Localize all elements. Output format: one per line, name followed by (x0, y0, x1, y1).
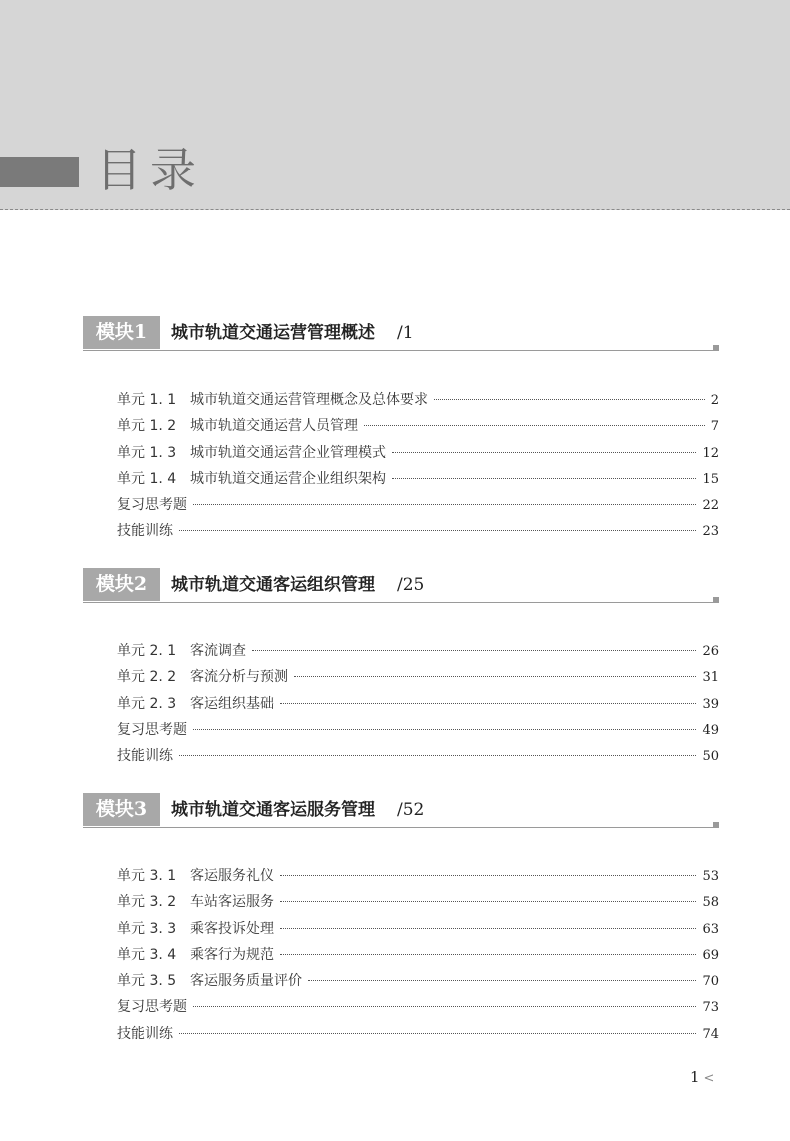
toc-entry[interactable] (117, 518, 719, 544)
dot-leader (364, 425, 705, 426)
dot-leader (179, 755, 696, 756)
module-tag: 模块3 (83, 793, 160, 826)
toc-entry-number: 单元 1. 3 (117, 444, 177, 461)
module-title-text: 城市轨道交通客运服务管理 (171, 800, 375, 820)
toc-entry[interactable] (117, 440, 719, 466)
header-accent-bar (0, 157, 79, 187)
toc-entry-page: 31 (702, 670, 719, 686)
toc-entry-page: 2 (710, 393, 719, 408)
page-title: 目录 (96, 143, 204, 197)
toc-entry-title: 城市轨道交通运营人员管理 (190, 418, 358, 435)
module-rule-square (713, 345, 719, 351)
dot-leader (392, 478, 696, 479)
toc-entry-number: 单元 2. 1 (117, 643, 177, 659)
dot-leader (434, 399, 705, 400)
toc-entry-title: 技能训练 (117, 748, 173, 765)
dot-leader (392, 452, 696, 453)
dot-leader (280, 928, 696, 929)
toc-entry-page: 23 (702, 524, 719, 540)
toc-entry[interactable] (117, 691, 719, 717)
toc-entry[interactable] (117, 492, 719, 518)
toc-entry[interactable] (117, 863, 719, 889)
toc-entry-title: 城市轨道交通运营管理概念及总体要求 (190, 392, 428, 408)
toc-entry[interactable] (117, 994, 719, 1020)
toc-entry-number: 单元 3. 2 (117, 894, 177, 911)
toc-entry-page: 50 (702, 749, 719, 765)
toc-entry[interactable] (117, 1021, 719, 1047)
toc-entry[interactable] (117, 466, 719, 492)
toc-entry-page: 26 (702, 644, 719, 659)
dot-leader (280, 875, 696, 876)
toc-entry-title: 客运服务质量评价 (190, 973, 302, 990)
toc-entry-page: 7 (710, 419, 719, 435)
module-rule (83, 602, 719, 603)
dot-leader (193, 1006, 696, 1007)
toc-entry-page: 22 (702, 498, 719, 514)
module-title-text: 城市轨道交通运营管理概述 (171, 323, 375, 343)
page-folio (690, 1067, 714, 1087)
toc-entry-page: 49 (702, 722, 719, 738)
module-heading-3[interactable] (83, 793, 719, 827)
toc-entry-number: 单元 1. 4 (117, 470, 177, 487)
toc-entry-page: 69 (702, 947, 719, 963)
toc-entry[interactable] (117, 889, 719, 915)
toc-entry-title: 乘客投诉处理 (190, 920, 274, 937)
toc-entry-title: 车站客运服务 (190, 894, 274, 911)
toc-entry-page: 74 (702, 1026, 719, 1042)
toc-entry-number: 单元 2. 3 (117, 695, 177, 712)
toc-entry[interactable] (117, 743, 719, 769)
toc-entry-page: 70 (702, 974, 719, 990)
module-rule (83, 827, 719, 828)
toc-entry-page: 73 (702, 1000, 719, 1016)
toc-list-module-2 (117, 638, 719, 769)
toc-entry-title: 城市轨道交通运营企业管理模式 (190, 444, 386, 461)
toc-entry-number: 单元 3. 5 (117, 973, 177, 990)
toc-entry-title: 乘客行为规范 (190, 946, 274, 963)
dot-leader (252, 650, 696, 651)
toc-entry-page: 53 (702, 869, 719, 884)
toc-entry[interactable] (117, 717, 719, 743)
toc-entry-number: 单元 2. 2 (117, 669, 177, 686)
module-tag: 模块1 (83, 316, 160, 349)
toc-entry-title: 客流调查 (190, 643, 246, 659)
toc-entry-title: 复习思考题 (117, 999, 187, 1016)
toc-entry-title: 复习思考题 (117, 497, 187, 514)
dot-leader (193, 729, 696, 730)
module-heading-2[interactable] (83, 568, 719, 602)
module-rule-square (713, 822, 719, 828)
module-title-text: 城市轨道交通客运组织管理 (171, 575, 375, 595)
header-dashed-divider (0, 209, 790, 210)
toc-entry-number: 单元 1. 1 (117, 392, 177, 408)
toc-entry-number: 单元 3. 3 (117, 920, 177, 937)
toc-entry-page: 63 (702, 921, 719, 937)
module-page-number: /25 (397, 575, 425, 595)
toc-entry-title: 客流分析与预测 (190, 669, 288, 686)
toc-entry-page: 39 (702, 696, 719, 712)
toc-entry-number: 单元 3. 4 (117, 946, 177, 963)
module-title (171, 570, 424, 601)
toc-entry-title: 复习思考题 (117, 721, 187, 738)
dot-leader (193, 504, 696, 505)
page-number: 1 (690, 1068, 700, 1086)
toc-list-module-3 (117, 863, 719, 1047)
module-title (171, 795, 424, 826)
chevron-left-icon: < (703, 1071, 715, 1086)
module-rule (83, 350, 719, 351)
toc-entry-page: 12 (702, 445, 719, 461)
module-rule-square (713, 597, 719, 603)
toc-list-module-1 (117, 387, 719, 545)
toc-entry-title: 技能训练 (117, 523, 173, 540)
dot-leader (179, 530, 696, 531)
toc-entry[interactable] (117, 413, 719, 439)
toc-entry[interactable] (117, 664, 719, 690)
toc-entry-title: 客运组织基础 (190, 695, 274, 712)
module-title (171, 318, 414, 349)
toc-entry[interactable] (117, 968, 719, 994)
module-tag: 模块2 (83, 568, 160, 601)
dot-leader (294, 676, 696, 677)
toc-entry-title: 城市轨道交通运营企业组织架构 (190, 470, 386, 487)
toc-entry-page: 58 (702, 895, 719, 911)
toc-entry[interactable] (117, 387, 719, 413)
toc-entry-title: 技能训练 (117, 1025, 173, 1042)
toc-entry-number: 单元 3. 1 (117, 868, 177, 884)
dot-leader (280, 901, 696, 902)
toc-entry[interactable] (117, 638, 719, 664)
module-page-number: /1 (397, 323, 414, 343)
toc-entry[interactable] (117, 942, 719, 968)
module-heading-1[interactable] (83, 316, 719, 350)
toc-entry[interactable] (117, 916, 719, 942)
dot-leader (280, 954, 696, 955)
toc-entry-page: 15 (702, 471, 719, 487)
toc-entry-title: 客运服务礼仪 (190, 868, 274, 884)
dot-leader (308, 980, 696, 981)
dot-leader (280, 703, 696, 704)
toc-entry-number: 单元 1. 2 (117, 418, 177, 435)
module-page-number: /52 (397, 800, 425, 820)
dot-leader (179, 1033, 696, 1034)
